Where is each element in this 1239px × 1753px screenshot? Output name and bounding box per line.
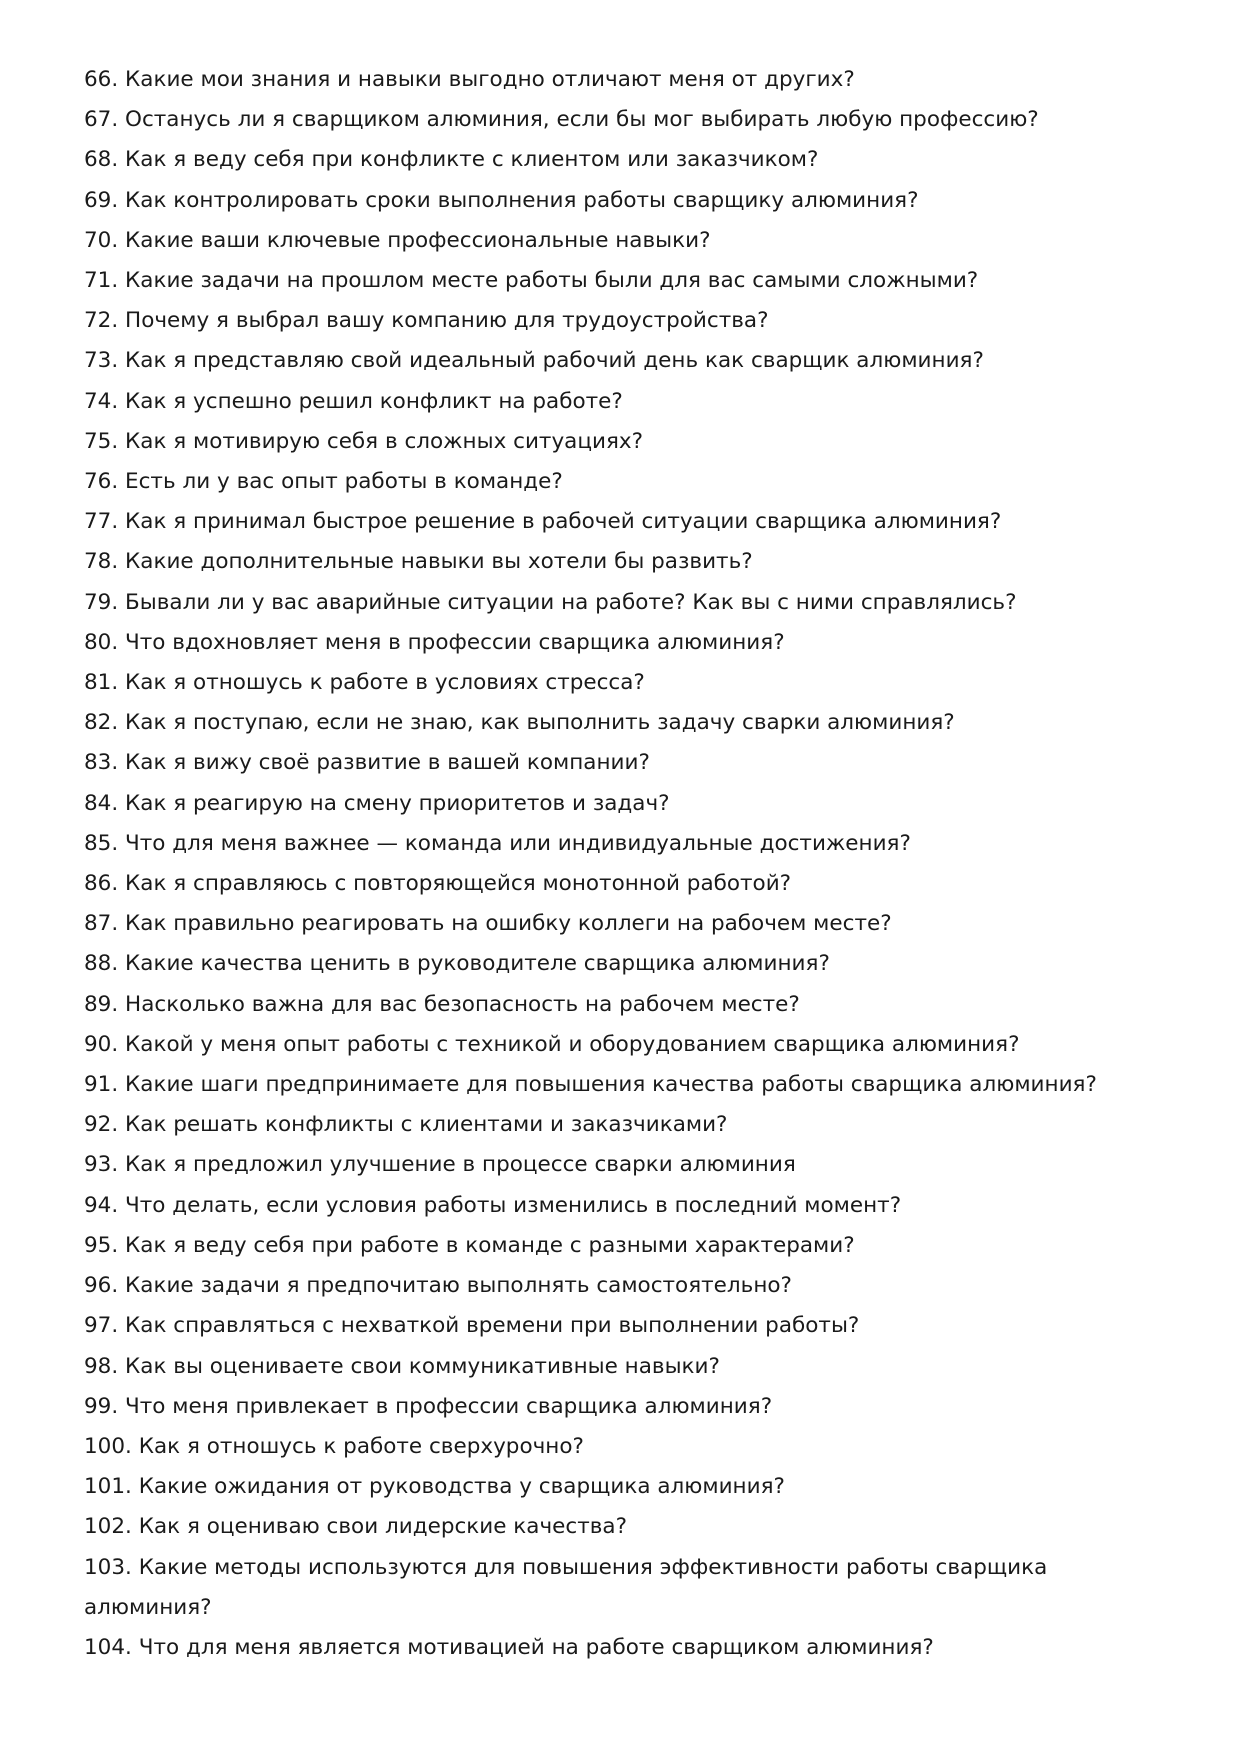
list-item: 85. Что для меня важнее — команда или индивидуальные достижения? xyxy=(84,830,911,856)
list-item: 70. Какие ваши ключевые профессиональные навыки? xyxy=(84,227,711,253)
list-item: 102. Как я оцениваю свои лидерские качества? xyxy=(84,1514,628,1540)
list-item: 92. Как решать конфликты с клиентами и заказчиками? xyxy=(84,1112,728,1138)
list-item: 72. Почему я выбрал вашу компанию для трудоустройства? xyxy=(84,308,769,334)
list-item: 101. Какие ожидания от руководства у сварщика алюминия? xyxy=(84,1474,785,1500)
list-item: 77. Как я принимал быстрое решение в рабочей ситуации сварщика алюминия? xyxy=(84,509,1002,535)
list-item: 88. Какие качества ценить в руководителе сварщика алюминия? xyxy=(84,951,830,977)
list-item: 79. Бывали ли у вас аварийные ситуации на работе? Как вы с ними справлялись? xyxy=(84,589,1017,615)
list-item: 87. Как правильно реагировать на ошибку коллеги на рабочем месте? xyxy=(84,911,892,937)
list-item: 67. Останусь ли я сварщиком алюминия, если бы мог выбирать любую профессию? xyxy=(84,107,1039,133)
list-item: 103. Какие методы используются для повышения эффективности работы сварщика алюминия? xyxy=(84,1554,1048,1620)
list-item: 86. Как я справляюсь с повторяющейся монотонной работой? xyxy=(84,871,792,897)
list-item: 80. Что вдохновляет меня в профессии сварщика алюминия? xyxy=(84,629,785,655)
list-item: 89. Насколько важна для вас безопасность на рабочем месте? xyxy=(84,991,800,1017)
list-item: 78. Какие дополнительные навыки вы хотели бы развить? xyxy=(84,549,753,575)
list-item: 76. Есть ли у вас опыт работы в команде? xyxy=(84,469,563,495)
list-item: 71. Какие задачи на прошлом месте работы были для вас самыми сложными? xyxy=(84,268,979,294)
list-item: 100. Как я отношусь к работе сверхурочно? xyxy=(84,1433,584,1459)
list-item: 91. Какие шаги предпринимаете для повышения качества работы сварщика алюминия? xyxy=(84,1072,1097,1098)
list-item: 74. Как я успешно решил конфликт на работе? xyxy=(84,388,623,414)
list-item: 73. Как я представляю свой идеальный рабочий день как сварщик алюминия? xyxy=(84,348,984,374)
list-item: 94. Что делать, если условия работы изменились в последний момент? xyxy=(84,1192,902,1218)
list-item: 69. Как контролировать сроки выполнения работы сварщику алюминия? xyxy=(84,187,919,213)
list-item: 104. Что для меня является мотивацией на работе сварщиком алюминия? xyxy=(84,1634,934,1660)
list-item: 68. Как я веду себя при конфликте с клиентом или заказчиком? xyxy=(84,147,819,173)
list-item: 81. Как я отношусь к работе в условиях стресса? xyxy=(84,670,645,696)
list-item: 84. Как я реагирую на смену приоритетов и задач? xyxy=(84,790,670,816)
question-list xyxy=(84,60,1164,1668)
list-item: 93. Как я предложил улучшение в процессе сварки алюминия xyxy=(84,1152,796,1178)
list-item: 95. Как я веду себя при работе в команде с разными характерами? xyxy=(84,1232,855,1258)
list-item: 75. Как я мотивирую себя в сложных ситуациях? xyxy=(84,428,644,454)
list-item: 99. Что меня привлекает в профессии сварщика алюминия? xyxy=(84,1393,773,1419)
list-item: 90. Какой у меня опыт работы с техникой и оборудованием сварщика алюминия? xyxy=(84,1031,1020,1057)
list-item: 66. Какие мои знания и навыки выгодно отличают меня от других? xyxy=(84,67,855,92)
list-item: 82. Как я поступаю, если не знаю, как выполнить задачу сварки алюминия? xyxy=(84,710,955,736)
list-item: 97. Как справляться с нехваткой времени при выполнении работы? xyxy=(84,1313,860,1339)
list-item: 83. Как я вижу своё развитие в вашей компании? xyxy=(84,750,650,776)
list-item: 98. Как вы оцениваете свои коммуникативные навыки? xyxy=(84,1353,720,1379)
list-item: 96. Какие задачи я предпочитаю выполнять самостоятельно? xyxy=(84,1273,792,1299)
